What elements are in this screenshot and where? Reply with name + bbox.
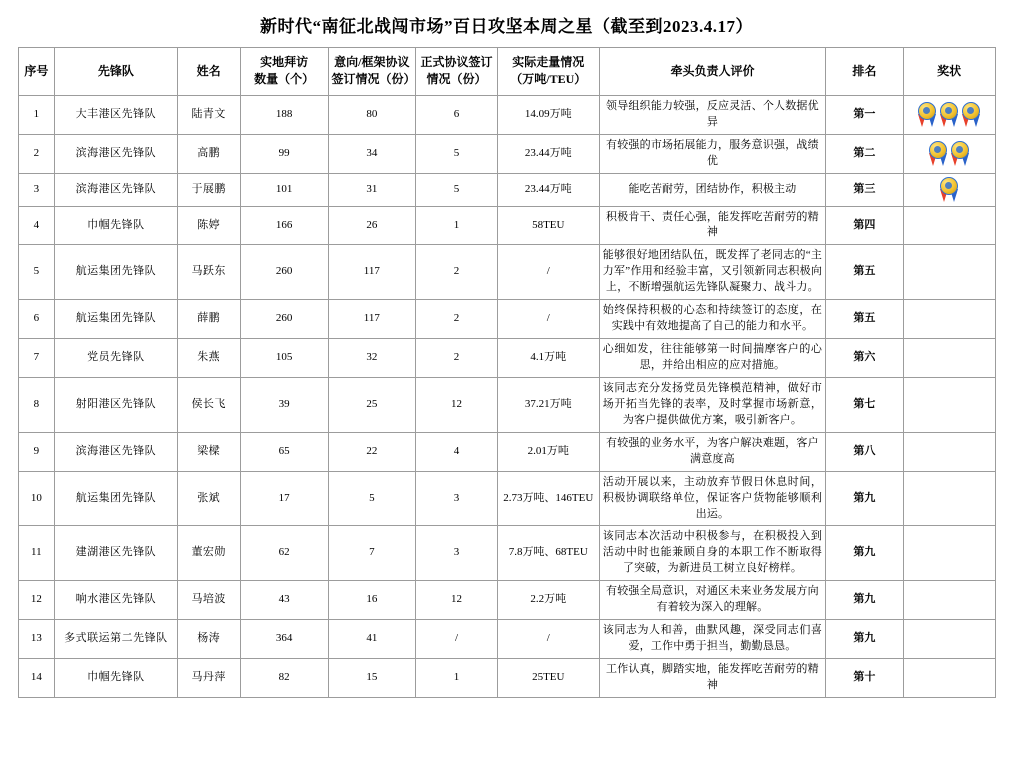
- column-header-formal-line1: 正式协议签订: [420, 55, 493, 69]
- cell-visits: 62: [240, 526, 328, 581]
- cell-name: 薛鹏: [177, 300, 240, 339]
- cell-formal: /: [416, 620, 498, 659]
- cell-volume: /: [497, 300, 599, 339]
- column-header-intent: [328, 48, 416, 96]
- cell-comment: 有较强的市场拓展能力，服务意识强，战绩优: [599, 134, 825, 173]
- cell-intent: 32: [328, 339, 416, 378]
- cell-comment: 有较强全局意识，对通区未来业务发展方向有着较为深入的理解。: [599, 581, 825, 620]
- cell-visits: 65: [240, 432, 328, 471]
- cell-intent: 26: [328, 206, 416, 245]
- medal-icon: [917, 102, 937, 128]
- cell-volume: 14.09万吨: [497, 95, 599, 134]
- cell-team: 航运集团先锋队: [55, 300, 177, 339]
- cell-award: [903, 206, 995, 245]
- cell-team: 巾帼先锋队: [55, 206, 177, 245]
- cell-visits: 166: [240, 206, 328, 245]
- cell-comment: 心细如发，往往能够第一时间揣摩客户的心思，并给出相应的应对措施。: [599, 339, 825, 378]
- cell-visits: 260: [240, 245, 328, 300]
- cell-comment: 积极肯干、责任心强，能发挥吃苦耐劳的精神: [599, 206, 825, 245]
- cell-volume: 23.44万吨: [497, 173, 599, 206]
- cell-formal: 3: [416, 471, 498, 526]
- cell-team: 党员先锋队: [55, 339, 177, 378]
- cell-name: 董宏勋: [177, 526, 240, 581]
- cell-rank: 第三: [826, 173, 904, 206]
- cell-rank: 第六: [826, 339, 904, 378]
- cell-visits: 364: [240, 620, 328, 659]
- cell-intent: 41: [328, 620, 416, 659]
- table-row: [18, 659, 995, 698]
- table-row: [18, 620, 995, 659]
- cell-volume: 4.1万吨: [497, 339, 599, 378]
- column-header-volume-line2: （万吨/TEU）: [510, 72, 587, 87]
- cell-name: 马跃东: [177, 245, 240, 300]
- cell-visits: 99: [240, 134, 328, 173]
- cell-seq: 7: [18, 339, 55, 378]
- award-medal-group: [907, 177, 992, 203]
- cell-comment: 活动开展以来，主动放弃节假日休息时间，积极协调联络单位，保证客户货物能够顺利出运。: [599, 471, 825, 526]
- cell-name: 马培波: [177, 581, 240, 620]
- medal-icon: [950, 141, 970, 167]
- cell-rank: 第二: [826, 134, 904, 173]
- cell-rank: 第七: [826, 377, 904, 432]
- cell-team: 多式联运第二先锋队: [55, 620, 177, 659]
- cell-seq: 12: [18, 581, 55, 620]
- cell-rank: 第九: [826, 620, 904, 659]
- column-header-intent-line2: 签订情况（份）: [331, 72, 416, 87]
- cell-volume: 7.8万吨、68TEU: [497, 526, 599, 581]
- cell-intent: 16: [328, 581, 416, 620]
- medal-icon: [939, 177, 959, 203]
- cell-comment: 领导组织能力较强，反应灵活、个人数据优异: [599, 95, 825, 134]
- cell-formal: 5: [416, 134, 498, 173]
- cell-formal: 1: [416, 659, 498, 698]
- column-header-comment: 牵头负责人评价: [599, 48, 825, 96]
- table-row: [18, 173, 995, 206]
- cell-seq: 13: [18, 620, 55, 659]
- cell-award: [903, 300, 995, 339]
- cell-seq: 1: [18, 95, 55, 134]
- cell-seq: 14: [18, 659, 55, 698]
- cell-visits: 260: [240, 300, 328, 339]
- award-medal-group: [907, 141, 992, 167]
- cell-comment: 工作认真，脚踏实地，能发挥吃苦耐劳的精神: [599, 659, 825, 698]
- star-of-the-week-table: [18, 47, 996, 698]
- cell-award: [903, 432, 995, 471]
- cell-name: 梁樑: [177, 432, 240, 471]
- cell-rank: 第九: [826, 471, 904, 526]
- cell-award: [903, 526, 995, 581]
- cell-seq: 8: [18, 377, 55, 432]
- cell-team: 响水港区先锋队: [55, 581, 177, 620]
- column-header-visits: [240, 48, 328, 96]
- cell-comment: 该同志为人和善，曲默风趣，深受同志们喜爱，工作中勇于担当，勤勤恳恳。: [599, 620, 825, 659]
- cell-visits: 105: [240, 339, 328, 378]
- table-row: [18, 206, 995, 245]
- cell-rank: 第五: [826, 245, 904, 300]
- cell-seq: 4: [18, 206, 55, 245]
- cell-team: 巾帼先锋队: [55, 659, 177, 698]
- table-row: [18, 300, 995, 339]
- cell-seq: 6: [18, 300, 55, 339]
- cell-intent: 22: [328, 432, 416, 471]
- medal-icon: [961, 102, 981, 128]
- table-body: [18, 95, 995, 697]
- cell-formal: 2: [416, 300, 498, 339]
- table-row: [18, 245, 995, 300]
- cell-visits: 17: [240, 471, 328, 526]
- column-header-visits-line2: 数量（个）: [254, 72, 315, 87]
- table-row: [18, 377, 995, 432]
- cell-comment: 有较强的业务水平，为客户解决难题，客户满意度高: [599, 432, 825, 471]
- cell-name: 陈婷: [177, 206, 240, 245]
- cell-seq: 3: [18, 173, 55, 206]
- award-medal-group: [907, 102, 992, 128]
- cell-intent: 7: [328, 526, 416, 581]
- cell-comment: 能够很好地团结队伍，既发挥了老同志的“主力军”作用和经验丰富，又引领新同志积极向上，不断增强航运先锋队凝聚力、战斗力。: [599, 245, 825, 300]
- cell-volume: /: [497, 620, 599, 659]
- cell-comment: 该同志本次活动中积极参与，在积极投入到活动中时也能兼顾自身的本职工作不断取得了突破，为新进员工树立良好榜样。: [599, 526, 825, 581]
- cell-formal: 12: [416, 581, 498, 620]
- cell-formal: 4: [416, 432, 498, 471]
- table-row: [18, 339, 995, 378]
- column-header-award: 奖状: [903, 48, 995, 96]
- table-row: [18, 471, 995, 526]
- cell-team: 大丰港区先锋队: [55, 95, 177, 134]
- cell-formal: 1: [416, 206, 498, 245]
- table-row: [18, 432, 995, 471]
- table-header-row: [18, 48, 995, 96]
- cell-team: 建湖港区先锋队: [55, 526, 177, 581]
- cell-award: [903, 471, 995, 526]
- cell-formal: 2: [416, 245, 498, 300]
- column-header-formal: [416, 48, 498, 96]
- cell-volume: 2.01万吨: [497, 432, 599, 471]
- cell-name: 杨涛: [177, 620, 240, 659]
- cell-intent: 31: [328, 173, 416, 206]
- cell-volume: 23.44万吨: [497, 134, 599, 173]
- cell-intent: 80: [328, 95, 416, 134]
- cell-volume: 2.2万吨: [497, 581, 599, 620]
- cell-visits: 82: [240, 659, 328, 698]
- cell-award: [903, 245, 995, 300]
- table-row: [18, 581, 995, 620]
- column-header-volume: [497, 48, 599, 96]
- cell-team: 滨海港区先锋队: [55, 173, 177, 206]
- table-row: [18, 95, 995, 134]
- medal-icon: [939, 102, 959, 128]
- cell-team: 航运集团先锋队: [55, 245, 177, 300]
- cell-seq: 10: [18, 471, 55, 526]
- cell-formal: 6: [416, 95, 498, 134]
- cell-volume: 37.21万吨: [497, 377, 599, 432]
- cell-rank: 第九: [826, 526, 904, 581]
- column-header-formal-line2: 情况（份）: [426, 72, 487, 87]
- cell-visits: 39: [240, 377, 328, 432]
- medal-icon: [928, 141, 948, 167]
- cell-rank: 第十: [826, 659, 904, 698]
- cell-volume: 25TEU: [497, 659, 599, 698]
- cell-award: [903, 581, 995, 620]
- cell-intent: 5: [328, 471, 416, 526]
- cell-intent: 34: [328, 134, 416, 173]
- cell-visits: 188: [240, 95, 328, 134]
- cell-rank: 第一: [826, 95, 904, 134]
- cell-visits: 43: [240, 581, 328, 620]
- cell-comment: 始终保持积极的心态和持续签订的态度，在实践中有效地提高了自己的能力和水平。: [599, 300, 825, 339]
- cell-name: 张斌: [177, 471, 240, 526]
- cell-formal: 12: [416, 377, 498, 432]
- cell-name: 高鹏: [177, 134, 240, 173]
- cell-seq: 2: [18, 134, 55, 173]
- column-header-rank: 排名: [826, 48, 904, 96]
- cell-volume: /: [497, 245, 599, 300]
- cell-award: [903, 173, 995, 206]
- cell-award: [903, 620, 995, 659]
- cell-rank: 第五: [826, 300, 904, 339]
- cell-name: 朱燕: [177, 339, 240, 378]
- cell-team: 滨海港区先锋队: [55, 432, 177, 471]
- cell-team: 滨海港区先锋队: [55, 134, 177, 173]
- cell-team: 航运集团先锋队: [55, 471, 177, 526]
- column-header-team: 先锋队: [55, 48, 177, 96]
- cell-award: [903, 134, 995, 173]
- table-row: [18, 134, 995, 173]
- cell-volume: 58TEU: [497, 206, 599, 245]
- cell-name: 侯长飞: [177, 377, 240, 432]
- cell-visits: 101: [240, 173, 328, 206]
- cell-intent: 15: [328, 659, 416, 698]
- cell-team: 射阳港区先锋队: [55, 377, 177, 432]
- cell-rank: 第九: [826, 581, 904, 620]
- cell-award: [903, 659, 995, 698]
- cell-comment: 能吃苦耐劳，团结协作，积极主动: [599, 173, 825, 206]
- table-row: [18, 526, 995, 581]
- cell-award: [903, 377, 995, 432]
- cell-award: [903, 95, 995, 134]
- page-title: 新时代“南征北战闯市场”百日攻坚本周之星（截至到2023.4.17）: [260, 17, 753, 36]
- column-header-visits-line1: 实地拜访: [260, 55, 309, 69]
- cell-formal: 2: [416, 339, 498, 378]
- cell-seq: 11: [18, 526, 55, 581]
- cell-name: 于展鹏: [177, 173, 240, 206]
- cell-intent: 25: [328, 377, 416, 432]
- cell-award: [903, 339, 995, 378]
- column-header-seq: 序号: [18, 48, 55, 96]
- cell-intent: 117: [328, 245, 416, 300]
- cell-rank: 第四: [826, 206, 904, 245]
- cell-seq: 5: [18, 245, 55, 300]
- cell-name: 陆青文: [177, 95, 240, 134]
- cell-formal: 5: [416, 173, 498, 206]
- column-header-name: 姓名: [177, 48, 240, 96]
- cell-intent: 117: [328, 300, 416, 339]
- cell-seq: 9: [18, 432, 55, 471]
- column-header-volume-line1: 实际走量情况: [512, 55, 585, 69]
- cell-rank: 第八: [826, 432, 904, 471]
- cell-volume: 2.73万吨、146TEU: [497, 471, 599, 526]
- cell-name: 马丹萍: [177, 659, 240, 698]
- column-header-intent-line1: 意向/框架协议: [334, 55, 410, 69]
- cell-formal: 3: [416, 526, 498, 581]
- cell-comment: 该同志充分发扬党员先锋模范精神，做好市场开拓当先锋的表率，及时掌握市场新意，为客户提供做优方案，吸引新客户。: [599, 377, 825, 432]
